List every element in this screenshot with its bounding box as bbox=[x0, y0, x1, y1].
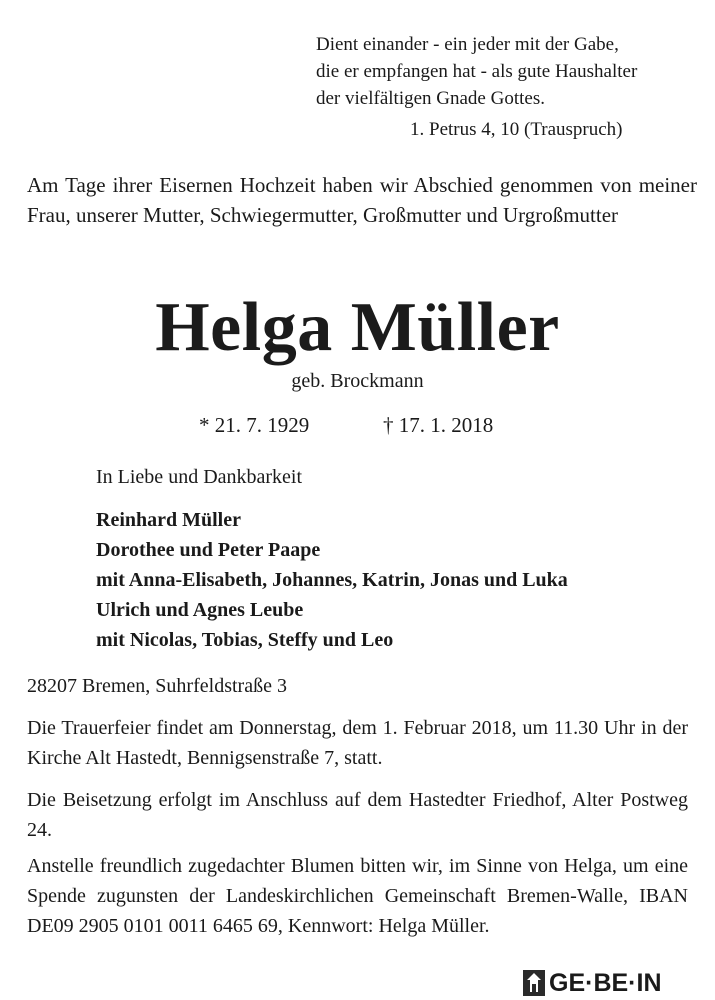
publisher-logo bbox=[523, 968, 662, 998]
maiden-name: geb. Brockmann bbox=[291, 370, 424, 392]
mourner-line: Ulrich und Agnes Leube bbox=[96, 599, 304, 621]
family-address: 28207 Bremen, Suhrfeldstraße 3 bbox=[27, 675, 287, 697]
deceased-name: Helga Müller bbox=[155, 289, 560, 366]
verse-line-2: die er empfangen hat - als gute Haushalter bbox=[316, 61, 638, 82]
donation-info: Anstelle freundlich zugedachter Blumen bitten wir, im Sinne von Helga, um eine Spende zugunsten der Landeskirchlichen Gemeinschaft Bremen-Walle, IBAN DE09 2905 0101 0011 6465 69, Kennwort: Helga Müller. bbox=[27, 855, 688, 937]
intro-text: Am Tage ihrer Eisernen Hochzeit haben wir Abschied genommen von meiner Frau, unserer Mutter, Schwiegermutter, Großmutter und Urgroßmutter bbox=[27, 173, 697, 227]
mourners-intro: In Liebe und Dankbarkeit bbox=[96, 466, 303, 488]
service-info: Die Trauerfeier findet am Donnerstag, dem 1. Februar 2018, um 11.30 Uhr in der Kirche Alt Hastedt, Bennigsenstraße 7, statt. bbox=[27, 717, 688, 769]
gebein-logo-icon bbox=[523, 970, 545, 996]
death-date: † 17. 1. 2018 bbox=[383, 413, 494, 437]
mourner-line: mit Anna-Elisabeth, Johannes, Katrin, Jonas und Luka bbox=[96, 569, 568, 591]
mourner-line: Reinhard Müller bbox=[96, 509, 241, 531]
mourner-line: mit Nicolas, Tobias, Steffy und Leo bbox=[96, 629, 394, 651]
verse-reference: 1. Petrus 4, 10 (Trauspruch) bbox=[410, 119, 623, 140]
mourners-list bbox=[96, 505, 568, 655]
verse-line-1: Dient einander - ein jeder mit der Gabe, bbox=[316, 34, 619, 55]
bible-verse bbox=[316, 31, 696, 112]
verse-line-3: der vielfältigen Gnade Gottes. bbox=[316, 88, 545, 109]
logo-text: GE·BE·IN bbox=[549, 968, 662, 997]
mourner-line: Dorothee und Peter Paape bbox=[96, 539, 321, 561]
birth-date: * 21. 7. 1929 bbox=[199, 413, 310, 437]
burial-info: Die Beisetzung erfolgt im Anschluss auf dem Hastedter Friedhof, Alter Postweg 24. bbox=[27, 789, 688, 841]
